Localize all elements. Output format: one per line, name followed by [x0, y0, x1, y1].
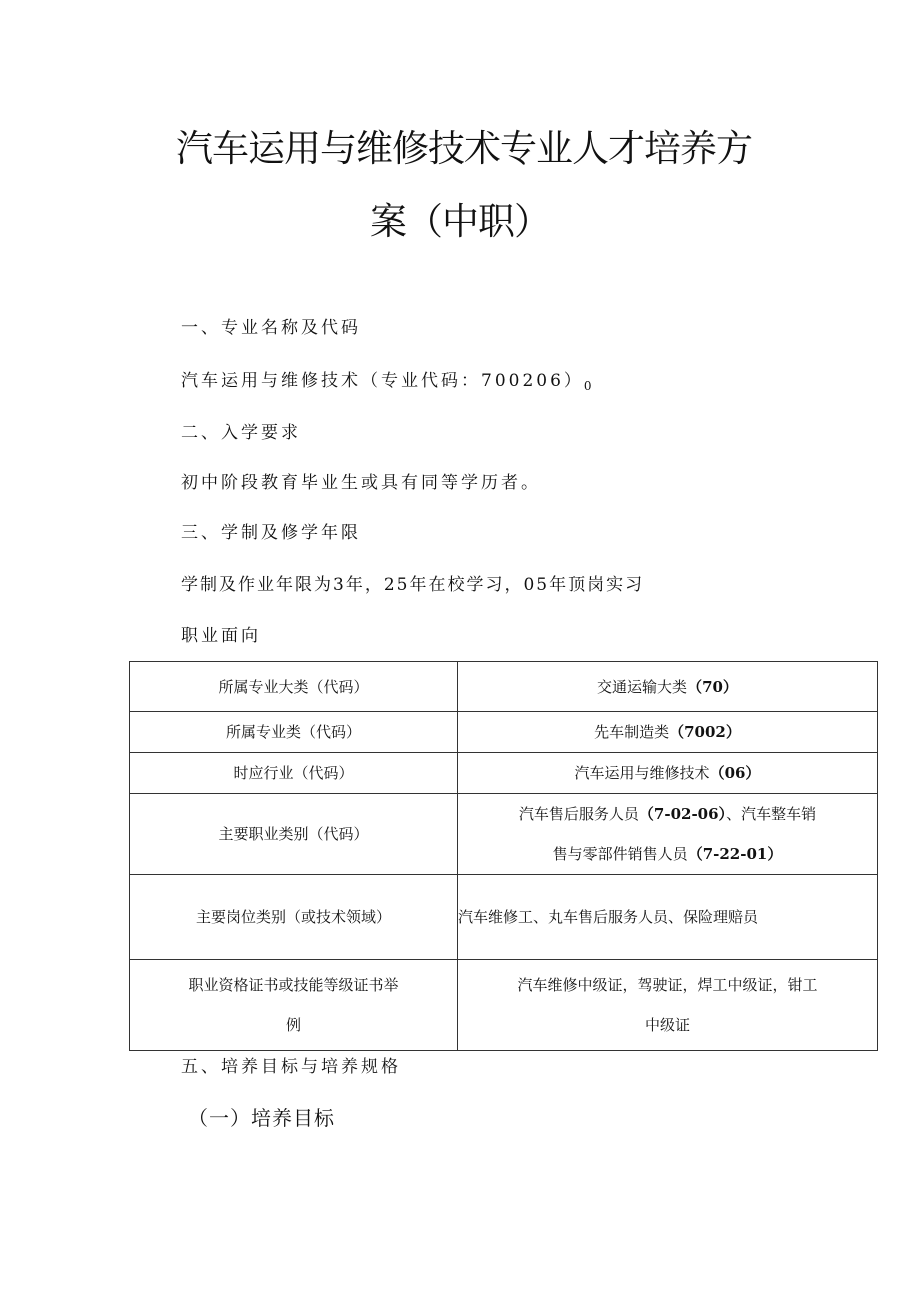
- table-cell-value: 汽车维修工、丸车售后服务人员、保险理赔员: [458, 875, 878, 960]
- value-text: 先车制造类: [594, 723, 670, 741]
- value-text: 售与零部件销售人员: [552, 845, 688, 863]
- value-line: 汽车维修中级证，驾驶证，焊工中级证，钳工: [517, 976, 818, 994]
- table-cell-label: 主要岗位类别（或技术领域）: [130, 875, 458, 960]
- section-heading-major-name: 一、专业名称及代码: [181, 318, 361, 338]
- table-row: [130, 753, 878, 794]
- table-cell-value: [458, 662, 878, 712]
- table-row: [130, 794, 878, 875]
- table-cell-value: [458, 712, 878, 753]
- value-text: 、汽车整车销: [726, 805, 817, 823]
- value-code: （7-22-01）: [687, 845, 783, 863]
- subsection-heading-goals: （一）培养目标: [188, 1106, 335, 1130]
- value-code: （70）: [687, 677, 738, 696]
- table-cell-label: 所属专业类（代码）: [130, 712, 458, 753]
- value-text: 汽车运用与维修技术: [574, 764, 710, 782]
- value-line: [458, 794, 877, 834]
- table-row: [130, 712, 878, 753]
- value-line: 中级证: [644, 1016, 690, 1034]
- value-code: （7-02-06）: [638, 805, 727, 823]
- label-line: 职业资格证书或技能等级证书举: [188, 976, 399, 994]
- table-row: [130, 960, 878, 1051]
- major-name-text: [181, 373, 592, 392]
- table-cell-value: [458, 794, 878, 875]
- table-row: [130, 875, 878, 960]
- value-text: 汽车售后服务人员: [518, 805, 639, 823]
- section-heading-admission: 二、入学要求: [181, 423, 301, 443]
- table-cell-label: [130, 960, 458, 1051]
- career-orientation-table: [129, 661, 878, 1051]
- major-name-suffix: 0: [583, 379, 592, 393]
- document-title-line1: 汽车运用与维修技术专业人才培养方: [176, 127, 752, 170]
- major-name-value: 汽车运用与维修技术（专业代码：700206）: [181, 371, 584, 391]
- table-cell-label: 时应行业（代码）: [130, 753, 458, 794]
- table-cell-value: [458, 753, 878, 794]
- label-line: 例: [285, 1016, 301, 1034]
- table-cell-label: 所属专业大类（代码）: [130, 662, 458, 712]
- table-cell-value: [458, 960, 878, 1051]
- duration-text: 学制及作业年限为3年，25年在校学习，05年顶岗实习: [181, 575, 645, 595]
- value-code: （7002）: [669, 723, 741, 741]
- table-cell-label: 主要职业类别（代码）: [130, 794, 458, 875]
- table-row: [130, 662, 878, 712]
- value-text: 交通运输大类: [597, 677, 688, 696]
- admission-text: 初中阶段教育毕业生或具有同等学历者。: [181, 473, 541, 493]
- document-title-line2: 案（中职）: [370, 200, 550, 243]
- section-heading-career: 职业面向: [181, 626, 261, 646]
- value-line: [458, 834, 877, 874]
- section-heading-duration: 三、学制及修学年限: [181, 523, 361, 543]
- section-heading-objectives: 五、培养目标与培养规格: [181, 1057, 401, 1077]
- value-code: （06）: [709, 764, 761, 782]
